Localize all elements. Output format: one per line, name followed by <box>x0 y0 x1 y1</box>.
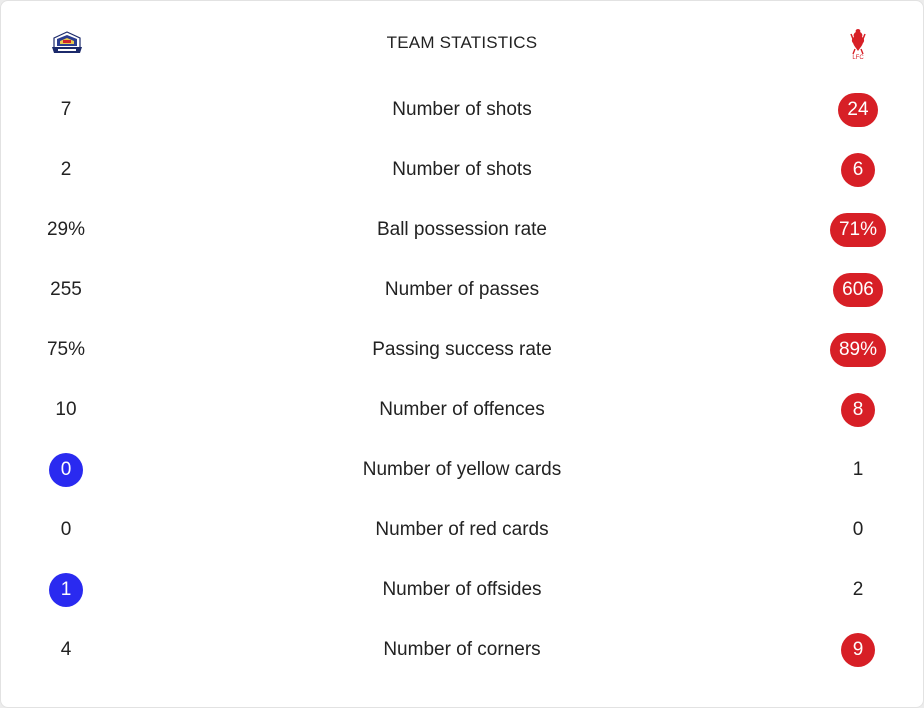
right-team-value-badge: 8 <box>841 393 875 427</box>
right-team-cell <box>818 453 898 487</box>
stat-row <box>1 380 923 440</box>
right-team-value-badge: 71% <box>830 213 886 247</box>
right-team-cell <box>818 633 898 667</box>
right-team-cell <box>818 513 898 547</box>
left-team-value: 7 <box>60 99 72 120</box>
left-team-value: 29% <box>46 219 86 240</box>
left-team-cell <box>26 393 106 427</box>
left-team-value: 2 <box>60 159 72 180</box>
stat-row <box>1 260 923 320</box>
left-team-value: 4 <box>60 639 72 660</box>
stat-label: Number of red cards <box>375 519 549 540</box>
stat-row <box>1 560 923 620</box>
left-team-cell <box>26 633 106 667</box>
page-title: TEAM STATISTICS <box>386 33 538 52</box>
left-team-cell <box>26 333 106 367</box>
yokohama-marinos-crest-icon <box>50 29 84 57</box>
right-team-cell <box>818 273 898 307</box>
right-team-value-badge: 24 <box>838 93 877 127</box>
right-team-cell <box>818 573 898 607</box>
stat-row <box>1 140 923 200</box>
left-team-value: 10 <box>55 399 77 420</box>
left-team-value-badge: 1 <box>49 573 83 607</box>
right-team-cell <box>818 213 898 247</box>
right-team-value: 1 <box>852 459 864 480</box>
right-team-value-badge: 6 <box>841 153 875 187</box>
left-team-cell <box>26 153 106 187</box>
stat-row <box>1 80 923 140</box>
left-team-cell <box>26 513 106 547</box>
stat-label: Number of shots <box>392 99 532 120</box>
right-team-cell <box>818 93 898 127</box>
right-team-value-badge: 89% <box>830 333 886 367</box>
stats-header <box>1 19 923 67</box>
stat-label: Number of offences <box>379 399 545 420</box>
stat-label: Ball possession rate <box>376 219 548 240</box>
stat-label: Passing success rate <box>372 339 552 360</box>
left-team-cell <box>26 213 106 247</box>
right-team-value-badge: 9 <box>841 633 875 667</box>
stats-table <box>1 80 923 680</box>
right-team-cell <box>818 333 898 367</box>
stat-row <box>1 620 923 680</box>
left-team-cell <box>26 273 106 307</box>
liverpool-fc-crest-icon <box>847 27 869 61</box>
right-team-value-badge: 606 <box>833 273 883 307</box>
left-team-value: 255 <box>50 279 82 300</box>
stat-label: Number of yellow cards <box>362 459 562 480</box>
left-team-cell <box>26 453 106 487</box>
right-team-cell <box>818 153 898 187</box>
right-team-value: 2 <box>852 579 864 600</box>
stat-label: Number of offsides <box>382 579 542 600</box>
left-team-value-badge: 0 <box>49 453 83 487</box>
stat-label: Number of corners <box>383 639 541 660</box>
stat-row <box>1 440 923 500</box>
left-team-cell <box>26 573 106 607</box>
stat-label: Number of shots <box>392 159 532 180</box>
left-team-cell <box>26 93 106 127</box>
left-team-value: 0 <box>60 519 72 540</box>
right-team-value: 0 <box>852 519 864 540</box>
left-team-value: 75% <box>46 339 86 360</box>
stat-row <box>1 320 923 380</box>
stat-row <box>1 500 923 560</box>
svg-text:LFC: LFC <box>852 55 864 61</box>
stat-label: Number of passes <box>384 279 540 300</box>
right-team-cell <box>818 393 898 427</box>
stat-row <box>1 200 923 260</box>
